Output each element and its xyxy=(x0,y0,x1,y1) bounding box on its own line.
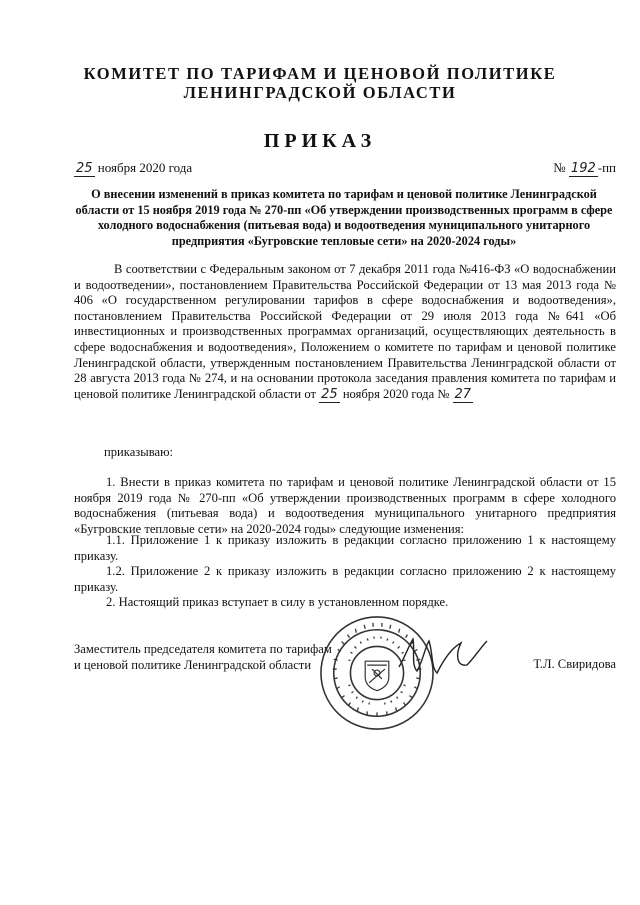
number-suffix: -пп xyxy=(597,160,616,175)
document-title: ПРИКАЗ xyxy=(263,130,377,152)
number-prefix: № xyxy=(553,160,566,175)
signatory-position xyxy=(74,641,332,673)
protocol-day: 25 xyxy=(321,386,338,402)
position-line1: Заместитель председателя комитета по тарифам xyxy=(74,642,332,656)
position-line2: и ценовой политике Ленинградской области xyxy=(74,658,312,672)
document-number: 192 xyxy=(570,161,596,176)
date-day: 25 xyxy=(76,161,93,176)
item-1: 1. Внести в приказ комитета по тарифам и ценовой политике Ленинградской области от 15 ноября 2019 года № 270-пп «Об утверждении производственных программ в сфере холодного водоснабжения (питьевая вода) и водоотведения муниципального унитарного предприятия «Бугровские тепловые сети» на 2020-2024 годы» следующие изменения: xyxy=(74,475,616,536)
org-name-line1: КОМИТЕТ ПО ТАРИФАМ И ЦЕНОВОЙ ПОЛИТИКЕ xyxy=(83,64,557,83)
order-word: приказываю: xyxy=(104,445,174,459)
signatory-name: Т.Л. Свиридова xyxy=(533,657,616,671)
preamble-paragraph xyxy=(74,262,616,402)
protocol-number: 27 xyxy=(454,386,472,402)
preamble-text: В соответствии с Федеральным законом от 7 декабря 2011 года №416-ФЗ «О водоснабжении и водоотведении», постановлением Правительства Российской Федерации от 13 мая 2013 года № 406 «О государственном регулировании тарифов в сфере водоснабжения и водоотведения», постановлением Правительства Российской Федерации от 29 июля 2013 года №641 «Об инвестиционных и производственных программах организаций, осуществляющих деятельность в сфере водоснабжения и водоотведения», Положением о комитете по тарифам и ценовой политике Ленинградской области, утвержденным постановлением Правительства Ленинградской области от 28 августа 2013 года № 274, и на основании протокола заседания правления комитета по тарифам и ценовой политике Ленинградской области от xyxy=(74,262,616,401)
date-rest: ноября 2020 года xyxy=(97,160,193,175)
item-1-2: 1.2. Приложение 2 к приказу изложить в редакции согласно приложению 2 к настоящему приказу. xyxy=(74,564,616,594)
item-2: 2. Настоящий приказ вступает в силу в установленном порядке. xyxy=(106,595,449,609)
item-1-1: 1.1. Приложение 1 к приказу изложить в редакции согласно приложению 1 к настоящему приказу. xyxy=(74,533,616,563)
date-line xyxy=(74,160,192,176)
protocol-rest: ноября 2020 года № xyxy=(342,386,450,401)
coat-of-arms-icon xyxy=(365,661,389,691)
number-line xyxy=(553,160,616,176)
handwritten-signature xyxy=(395,627,530,682)
org-name-line2: ЛЕНИНГРАДСКОЙ ОБЛАСТИ xyxy=(183,83,457,102)
document-subject: О внесении изменений в приказ комитета по тарифам и ценовой политике Ленинградской области от 15 ноября 2019 года № 270-пп «Об утверждении производственных программ в сфере холодного водоснабжения (питьевая вода) и водоотведения муниципального унитарного предприятия «Бугровские тепловые сети» на 2020-2024 годы» xyxy=(75,187,613,248)
